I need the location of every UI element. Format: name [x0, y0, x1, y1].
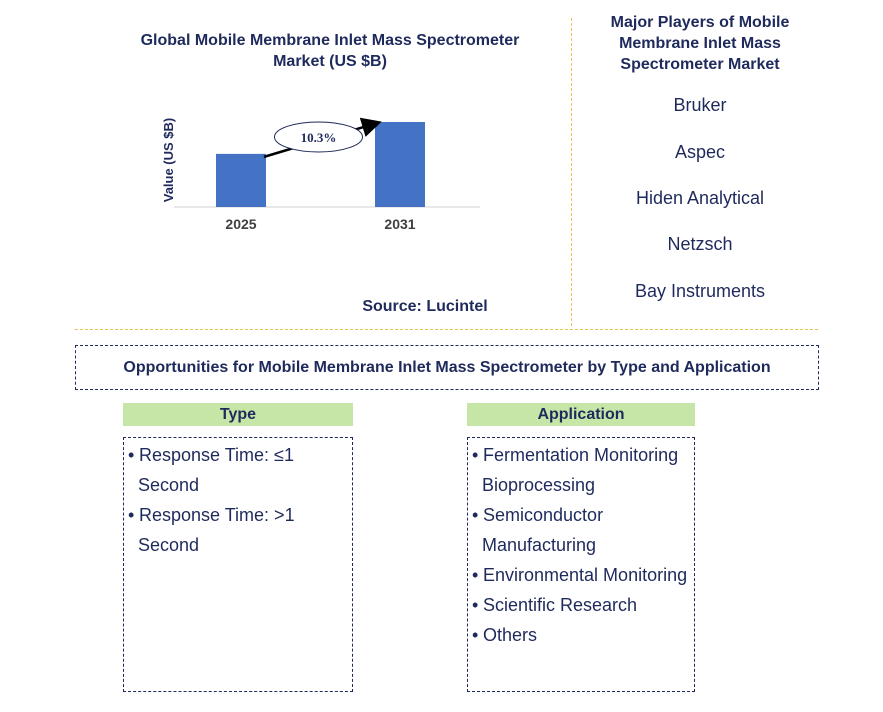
cagr-label: 10.3% [300, 129, 337, 145]
list-item: • Others [472, 625, 538, 645]
player-item: Netzsch [667, 234, 733, 254]
application-header-text: Application [537, 405, 625, 423]
type-list-box [123, 437, 353, 692]
bar-2031 [375, 122, 425, 207]
opportunities-title-text: Opportunities for Mobile Membrane Inlet Mass Spectrometer by Type and Application [123, 358, 771, 376]
list-item: • Semiconductor Manufacturing [472, 505, 604, 555]
chart-title: Global Mobile Membrane Inlet Mass Spectrometer Market (US $B) [140, 32, 520, 70]
list-item: • Response Time: >1 Second [128, 505, 295, 555]
list-item: • Scientific Research [472, 595, 638, 615]
x-tick-label: 2031 [384, 216, 416, 232]
horizontal-divider [75, 329, 818, 330]
x-tick-label: 2025 [225, 216, 257, 232]
bar-chart [150, 100, 490, 240]
player-item: Bruker [673, 95, 727, 115]
players-title: Major Players of Mobile Membrane Inlet Mass Spectrometer Market [610, 14, 790, 73]
player-item: Hiden Analytical [635, 188, 765, 208]
application-list-box [467, 437, 695, 692]
list-item: • Response Time: ≤1 Second [128, 445, 294, 495]
type-header [123, 403, 353, 426]
opportunities-title [75, 345, 819, 390]
chart-source: Source: Lucintel [362, 298, 488, 315]
player-item: Aspec [674, 142, 726, 162]
list-item: • Environmental Monitoring [472, 565, 688, 585]
vertical-divider [571, 18, 572, 326]
type-header-text: Type [219, 405, 257, 423]
y-axis-label: Value (US $B) [161, 117, 176, 203]
player-item: Bay Instruments [634, 281, 766, 301]
application-header [467, 403, 695, 426]
list-item: • Fermentation Monitoring Bioprocessing [472, 445, 679, 495]
bar-2025 [216, 154, 266, 207]
